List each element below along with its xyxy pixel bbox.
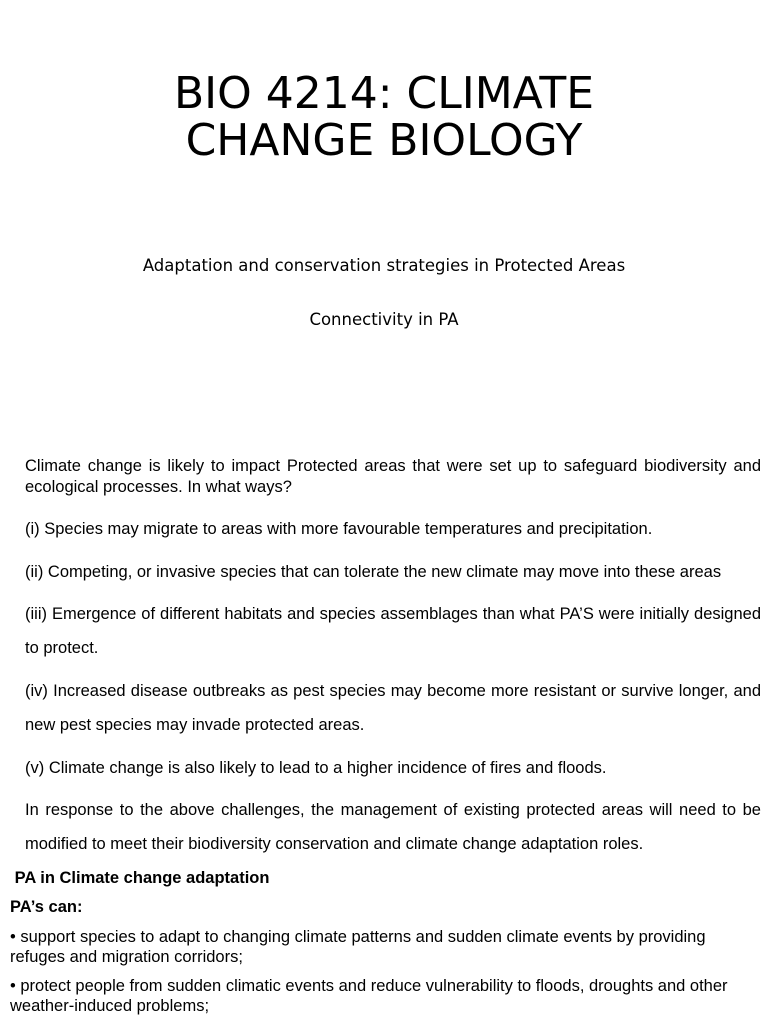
- slide-title: [0, 70, 768, 164]
- slide-subtitle: Adaptation and conservation strategies in Protected Areas: [142, 256, 626, 275]
- point-ii: (ii) Competing, or invasive species that can tolerate the new climate may move into these areas: [25, 563, 722, 581]
- section-heading: PA in Climate change adaptation: [10, 869, 270, 887]
- title-line-2: CHANGE BIOLOGY: [185, 115, 583, 166]
- point-iv: (iv) Increased disease outbreaks as pest species may become more resistant or survive longer, and new pest species may invade protected areas.: [25, 682, 761, 734]
- pas-can-label: PA’s can:: [10, 898, 83, 916]
- response-paragraph: In response to the above challenges, the management of existing protected areas will need to be modified to meet their biodiversity conservation and climate change adaptation roles.: [25, 801, 761, 853]
- point-i: (i) Species may migrate to areas with more favourable temperatures and precipitation.: [25, 520, 653, 538]
- bullet-item: • support species to adapt to changing climate patterns and sudden climate events by providing refuges and migration corridors;: [10, 928, 706, 966]
- point-iii: (iii) Emergence of different habitats and species assemblages than what PA’S were initially designed to protect.: [25, 605, 761, 657]
- title-line-1: BIO 4214: CLIMATE: [173, 68, 595, 119]
- point-v: (v) Climate change is also likely to lead to a higher incidence of fires and floods.: [25, 759, 607, 777]
- intro-paragraph: Climate change is likely to impact Protected areas that were set up to safeguard biodiversity and ecological processes. In what ways?: [25, 457, 761, 496]
- slide-topic: Connectivity in PA: [309, 310, 459, 329]
- bullet-item: • protect people from sudden climatic events and reduce vulnerability to floods, droughts and other weather-induced problems;: [10, 977, 728, 1015]
